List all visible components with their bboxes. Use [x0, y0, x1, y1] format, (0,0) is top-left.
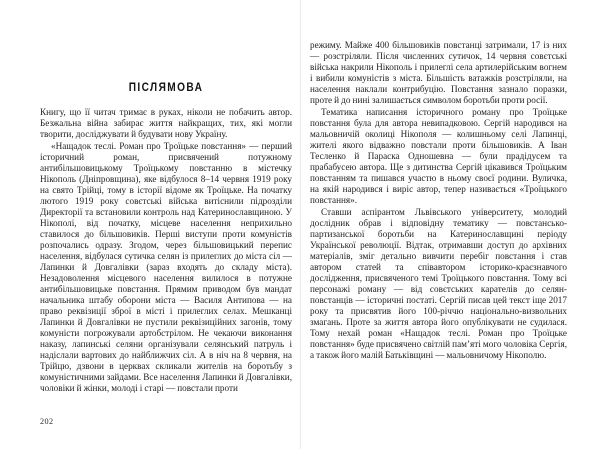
- left-page-body-text: [40, 107, 292, 394]
- paragraph: Тематика написання історичного роману про Троїцьке повстання була для автора невипадковою. Сергій народився на мальовничій околиці Нікополя — колишньому селі Лапинці, жителі якого відважно повстали проти більшовиків. А Іван Тесленко й Параска Одношевна — були прадідусем та прабабусею автора. Ще з дитинства Сергій цікавився Троїцьким повстанням та пишався участю в ньому своєї родини. Вуличка, на якій народився і виріс автор, тепер називається «Троїцького повстання».: [310, 107, 567, 205]
- chapter-heading: ПІСЛЯМОВА: [128, 82, 204, 94]
- page-number: 202: [40, 417, 54, 426]
- paragraph: режиму. Майже 400 більшовиків повстанці затримали, 17 із них — розстріляли. Після численних сутичок, 14 червня совєтські війська накрили Нікополь і прилеглі села артилерійським вогнем і вибили комуністів з міста. Більшість ватажків розстріляли, на населення наклали контрибуцію. Повстання зазнало поразки, проте й до нині залишається символом боротьби проти росії.: [310, 40, 567, 105]
- paragraph: Книгу, що її читач тримає в руках, ніколи не побачить автор. Безжальна війна забирає життя найкращих, тих, які могли творити, досліджувати й будувати нову Україну.: [40, 107, 292, 139]
- right-page-body-text: [310, 0, 567, 361]
- paragraph: Ставши аспірантом Львівського університету, молодий дослідник обрав і відповідну тематику — повстансько-партизанської боротьби на Катеринославщині періоду Української революції. Відтак, отримавши доступ до архівних матеріалів, зміг детально вивчити перебіг повстання і став автором статей та співавтором історико-краєзнавчого дослідження, присвяченого темі Троїцького повстання. Тому всі персонажі роману — від совєтських карателів до селян-повстанців — історичні постаті. Сергій писав цей текст іще 2017 року та присвятив його 100-річчю національно-визвольних змагань. Проте за життя автора його опублікувати не судилася. Тому нехай роман «Нащадок теслі. Роман про Троїцьке повстання» буде присвячено світлій пам’яті мого чоловіка Сергія, а також його малій Батьківщині — мальовничому Нікополю.: [310, 207, 567, 360]
- right-page: [310, 0, 567, 449]
- paragraph: «Нащадок теслі. Роман про Троїцьке повстання» — перший історичний роман, присвячений потужному антибільшовицькому Троїцькому повстанню в містечку Нікополь (Дніпровщина), яке відбулося 8–14 червня 1919 року на свято Трійці, тому в історії відоме як Троїцьке. На початку лютого 1919 року совєтські війська витіснили підрозділи Директорії та встановили контроль над Катеринославщиною. У Нікополі, від початку, місцеве населення неприхильно ставилося до більшовиків. Перші виступи проти комуністів розпочались одразу. Згодом, через більшовицький перепис населення, відбулася сутичка селян із прилеглих до міста сіл — Лапинки й Довгалівки (зараз входять до складу міста). Незадоволення місцевого населення вилилося в потужне антибільшовицьке повстання. Прямим приводом був мандат начальника штабу оборони міста — Василя Антипова — на право реквізиції зброї в місті і прилеглих селах. Мешканці Лапинки й Довгалівки не пустили реквізиційних загонів, тому комуністи погрожували артобстрілом. Не чекаючи виконання наказу, лапинські селяни організували селянський патруль і надіслали вартових до найближчих сіл. А в ніч на 8 червня, на Трійцю, дзвони в церквах скликали жителів на боротьбу з комуністичними зайдами. Все населення Лапинки й Довгалівки, чоловіки й жінки, молоді і старі — повстали проти: [40, 141, 292, 393]
- left-page: [40, 0, 292, 449]
- page-gutter-divider: [300, 0, 301, 449]
